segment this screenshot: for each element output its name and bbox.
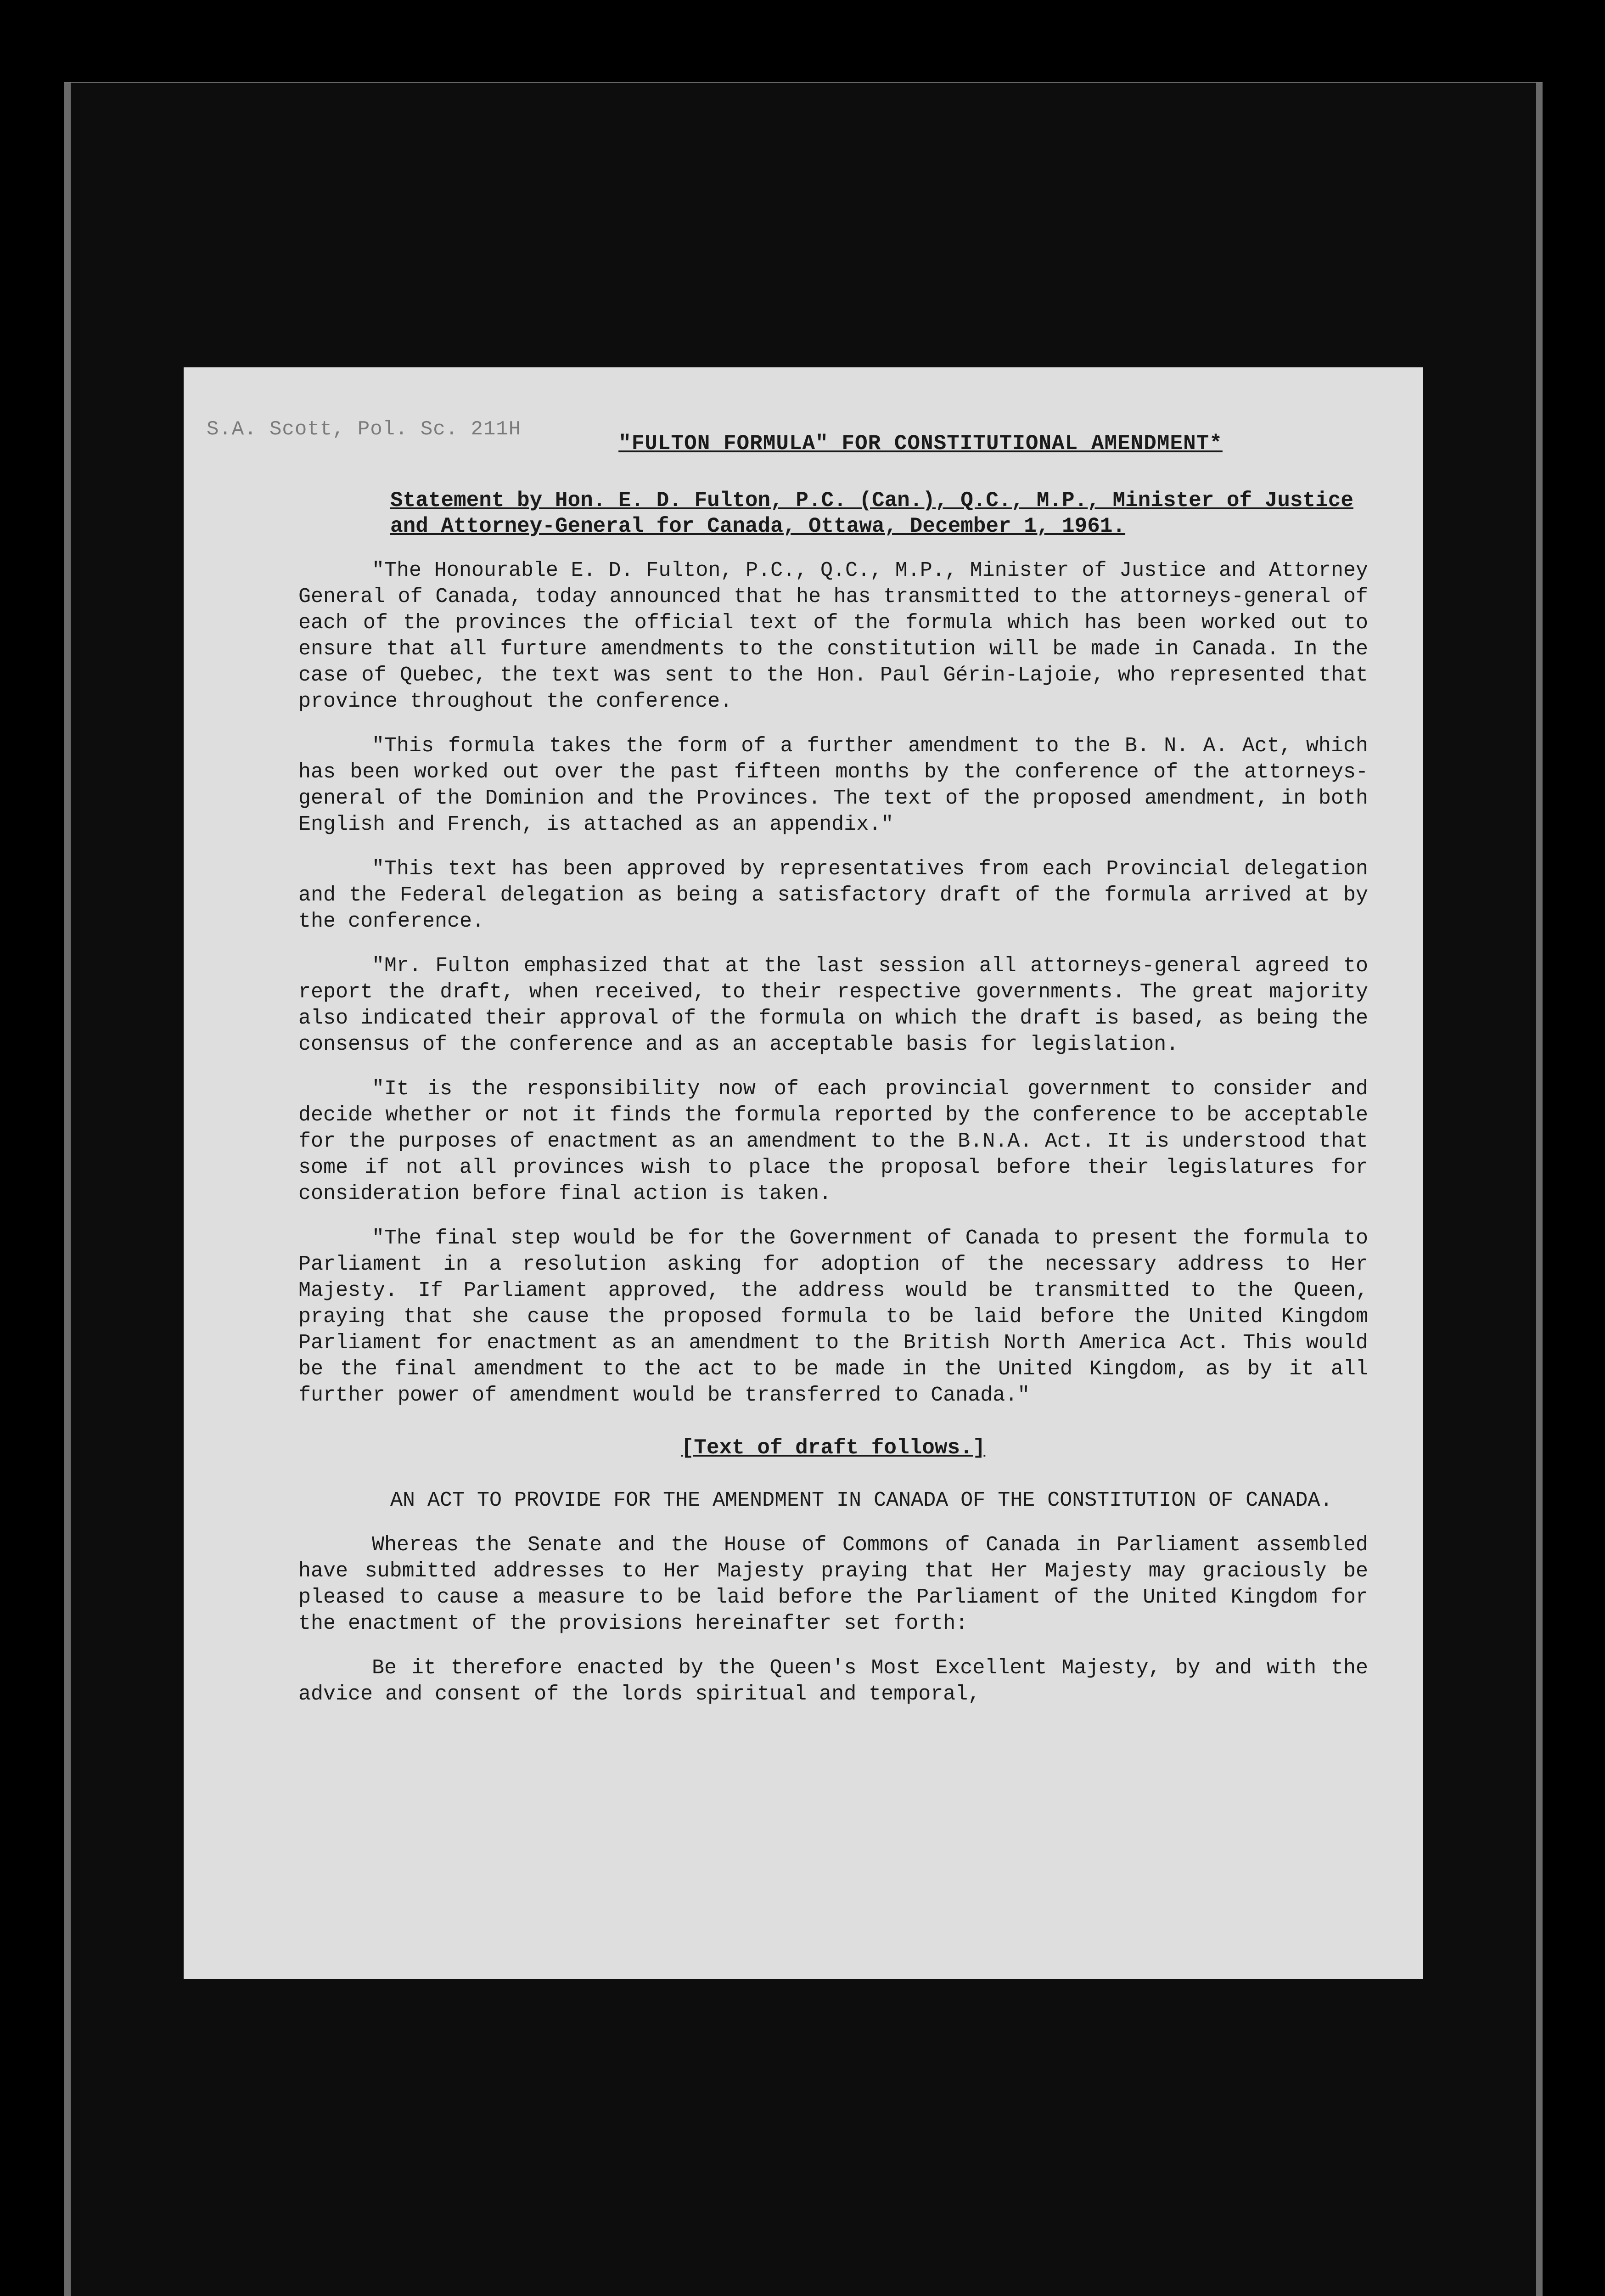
document-title: "FULTON FORMULA" FOR CONSTITUTIONAL AMENDMENT* xyxy=(618,432,1223,456)
reference-note: S.A. Scott, Pol. Sc. 211H xyxy=(207,418,522,441)
act-title: AN ACT TO PROVIDE FOR THE AMENDMENT IN CANADA OF THE CONSTITUTION OF CANADA. xyxy=(390,1489,1333,1512)
paragraph-2: "This formula takes the form of a further amendment to the B. N. A. Act, which has been worked out over the past fifteen months by the conference of the attorneys-general of the Dominion and the Provinces. The text of the proposed amendment, in both English and French, is attached as an appendix." xyxy=(298,734,1368,836)
typed-document-page xyxy=(184,367,1423,1979)
paragraph-1: "The Honourable E. D. Fulton, P.C., Q.C., M.P., Minister of Justice and Attorney General of Canada, today announced that he has transmitted to the attorneys-general of each of the provinces the official text of the formula which has been worked out to ensure that all furture amendments to the constitution will be made in Canada. In the case of Quebec, the text was sent to the Hon. Paul Gérin-Lajoie, who represented that province throughout the conference. xyxy=(298,559,1368,713)
paragraph-5: "It is the responsibility now of each provincial government to consider and decide whether or not it finds the formula reported by the conference to be acceptable for the purposes of enactment as an amendment to the B.N.A. Act. It is understood that some if not all provinces wish to place the proposal before their legislatures for consideration before final action is taken. xyxy=(298,1077,1368,1205)
statement-heading: Statement by Hon. E. D. Fulton, P.C. (Can.), Q.C., M.P., Minister of Justice and Attorney-General for Canada, Ottawa, December 1, 1961. xyxy=(390,489,1353,538)
act-enactment: Be it therefore enacted by the Queen's Most Excellent Majesty, by and with the advice and consent of the lords spiritual and temporal, xyxy=(298,1656,1368,1706)
draft-note: [Text of draft follows.] xyxy=(681,1436,986,1460)
paragraph-3: "This text has been approved by representatives from each Provincial delegation and the Federal delegation as being a satisfactory draft of the formula arrived at by the conference. xyxy=(298,857,1368,933)
act-preamble: Whereas the Senate and the House of Commons of Canada in Parliament assembled have submitted addresses to Her Majesty praying that Her Majesty may graciously be pleased to cause a measure to be laid before the Parliament of the United Kingdom for the enactment of the provisions hereinafter set forth: xyxy=(298,1533,1368,1635)
paragraph-6: "The final step would be for the Government of Canada to present the formula to Parliament in a resolution asking for adoption of the necessary address to Her Majesty. If Parliament approved, the address would be transmitted to the Queen, praying that she cause the proposed formula to be laid before the United Kingdom Parliament for enactment as an amendment to the British North America Act. This would be the final amendment to the act to be made in the United Kingdom, as by it all further power of amendment would be transferred to Canada." xyxy=(298,1227,1368,1407)
paragraph-4: "Mr. Fulton emphasized that at the last session all attorneys-general agreed to report the draft, when received, to their respective governments. The great majority also indicated their approval of the formula on which the draft is based, as being the consensus of the conference and as an acceptable basis for legislation. xyxy=(298,954,1368,1056)
